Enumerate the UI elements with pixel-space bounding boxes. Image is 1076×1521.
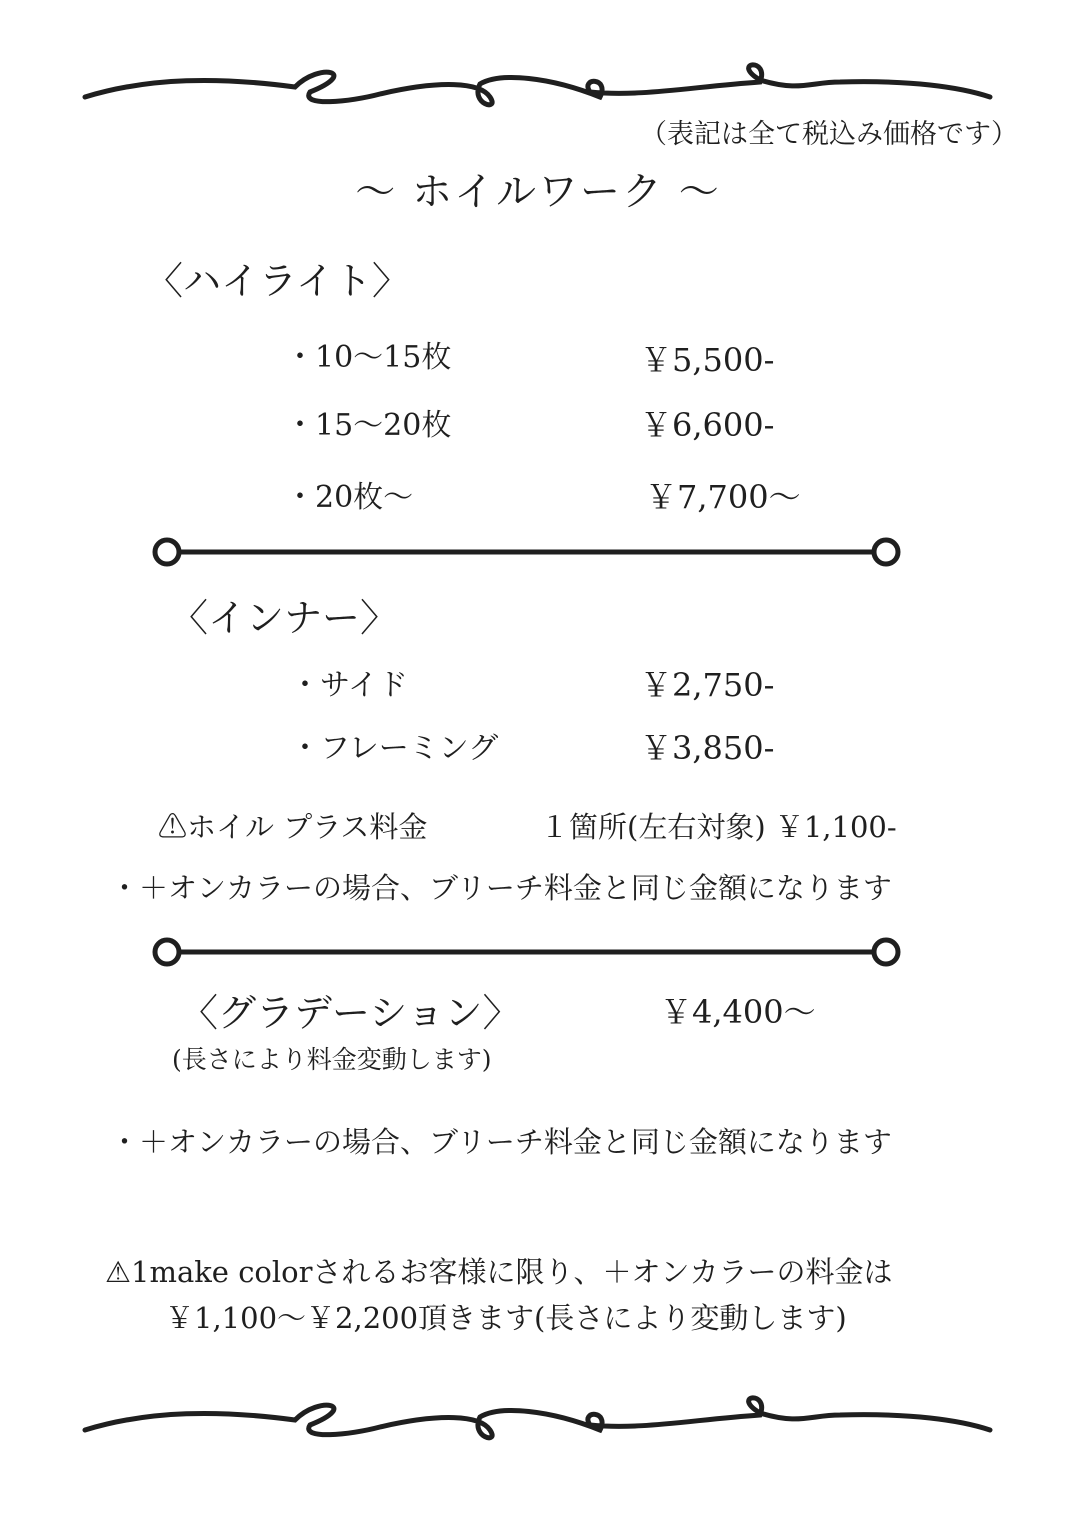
gradation-price: ￥4,400〜: [660, 993, 816, 1031]
gradation-heading: 〈グラデーション〉: [180, 991, 521, 1035]
footer-note-line-2: ￥1,100〜￥2,200頂きます(長さにより変動します): [165, 1301, 847, 1335]
page-title: 〜 ホイルワーク 〜: [355, 169, 721, 215]
inner-item-1-price: ￥2,750-: [640, 666, 775, 704]
oncolor-note-1: ・＋オンカラーの場合、ブリーチ料金と同じ金額になります: [110, 871, 892, 905]
section-divider-1: [150, 537, 910, 567]
highlight-item-3-price: ￥7,700〜: [645, 478, 801, 516]
highlight-item-1-price: ￥5,500-: [640, 341, 775, 379]
inner-item-2-price: ￥3,850-: [640, 729, 775, 767]
section-divider-2: [150, 937, 910, 967]
bottom-flourish: [80, 1385, 1000, 1455]
tax-note: （表記は全て税込み価格です）: [640, 119, 1018, 150]
highlight-item-2-price: ￥6,600-: [640, 406, 775, 444]
foil-plus-label: ⚠ホイル プラス料金: [158, 810, 428, 844]
highlight-item-3-label: ・20枚〜: [285, 480, 414, 515]
inner-item-2-label: ・フレーミング: [290, 731, 499, 766]
highlight-heading: 〈ハイライト〉: [145, 259, 410, 303]
foil-plus-detail: １箇所(左右対象) ￥1,100-: [540, 810, 897, 844]
gradation-sub-note: (長さにより料金変動します): [172, 1045, 492, 1074]
highlight-item-2-label: ・15〜20枚: [285, 408, 452, 443]
inner-heading: 〈インナー〉: [170, 596, 399, 640]
highlight-item-1-label: ・10〜15枚: [285, 340, 452, 375]
footer-note-line-1: ⚠1make colorされるお客様に限り、＋オンカラーの料金は: [105, 1255, 893, 1289]
oncolor-note-2: ・＋オンカラーの場合、ブリーチ料金と同じ金額になります: [110, 1125, 892, 1159]
inner-item-1-label: ・サイド: [290, 668, 408, 703]
